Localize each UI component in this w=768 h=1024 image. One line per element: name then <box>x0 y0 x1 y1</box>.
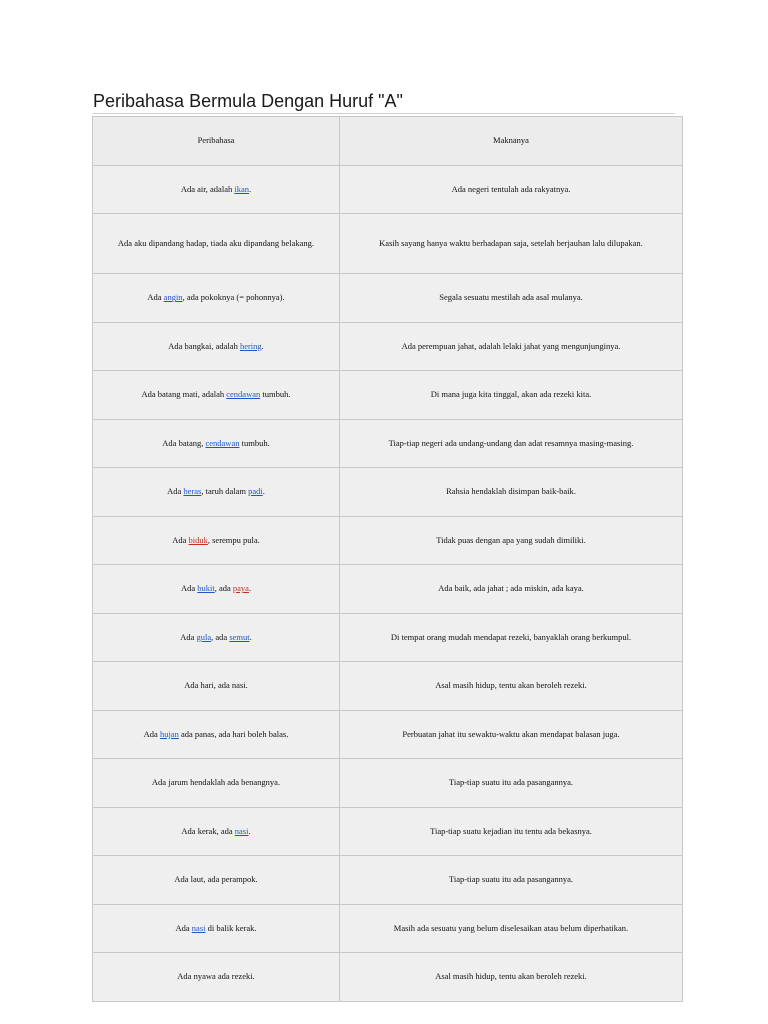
proverb-text: Ada laut, ada perampok. <box>174 874 258 885</box>
title-divider <box>93 113 675 114</box>
proverb-text: Ada batang mati, adalah <box>141 389 227 400</box>
table-row <box>93 613 683 662</box>
proverb-text: . <box>249 631 252 642</box>
table-row <box>93 419 683 468</box>
table-row <box>93 662 683 711</box>
proverb-text: Ada air, adalah <box>180 183 235 194</box>
word-link[interactable]: bukit <box>197 583 215 594</box>
maknanya-cell: Tiap-tiap suatu kejadian itu tentu ada bekasnya. <box>340 807 683 856</box>
peribahasa-cell <box>93 468 340 517</box>
peribahasa-cell <box>93 662 340 711</box>
word-link[interactable]: paya <box>232 583 249 594</box>
header-peribahasa: Peribahasa <box>93 117 340 166</box>
proverb-text: Ada <box>147 292 164 303</box>
table-row <box>93 214 683 274</box>
proverb-text: Ada <box>167 486 184 497</box>
proverb-text: . <box>248 183 252 194</box>
proverb-text: . <box>262 486 265 497</box>
proverb-text: Ada bangkai, adalah <box>168 340 240 351</box>
word-link[interactable]: gula <box>196 631 212 642</box>
proverb-table <box>92 116 683 1002</box>
proverb-text: . <box>248 825 251 836</box>
word-link[interactable]: nasi <box>234 825 249 836</box>
proverb-text: di balik kerak. <box>205 922 257 933</box>
maknanya-cell: Di tempat orang mudah mendapat rezeki, banyaklah orang berkumpul. <box>340 613 683 662</box>
proverb-text: , ada <box>214 583 233 594</box>
peribahasa-cell <box>93 856 340 905</box>
proverb-text: ada panas, ada hari boleh balas. <box>178 728 289 739</box>
word-link[interactable]: hering <box>239 340 262 351</box>
maknanya-cell: Asal masih hidup, tentu akan beroleh rezeki. <box>340 662 683 711</box>
word-link[interactable]: angin <box>163 292 183 303</box>
word-link[interactable]: nasi <box>191 922 206 933</box>
maknanya-cell: Asal masih hidup, tentu akan beroleh rezeki. <box>340 953 683 1002</box>
table-row <box>93 371 683 420</box>
peribahasa-cell <box>93 371 340 420</box>
maknanya-cell: Tiap-tiap suatu itu ada pasangannya. <box>340 856 683 905</box>
peribahasa-cell <box>93 322 340 371</box>
maknanya-cell: Ada baik, ada jahat ; ada miskin, ada kaya. <box>340 565 683 614</box>
peribahasa-cell <box>93 274 340 323</box>
word-link[interactable]: ikan <box>234 183 249 194</box>
peribahasa-cell <box>93 613 340 662</box>
page-title: Peribahasa Bermula Dengan Huruf "A" <box>93 91 403 111</box>
proverb-text: Ada <box>180 631 197 642</box>
table-row <box>93 856 683 905</box>
table-row <box>93 322 683 371</box>
maknanya-cell: Segala sesuatu mestilah ada asal mulanya. <box>340 274 683 323</box>
peribahasa-cell <box>93 904 340 953</box>
peribahasa-cell <box>93 710 340 759</box>
table-row <box>93 565 683 614</box>
word-link[interactable]: cendawan <box>226 389 261 400</box>
word-link[interactable]: semut <box>229 631 250 642</box>
peribahasa-cell <box>93 516 340 565</box>
proverb-text: Ada <box>180 583 198 594</box>
table-row <box>93 904 683 953</box>
proverb-text: Ada <box>175 922 192 933</box>
proverb-text: Ada jarum hendaklah ada benangnya. <box>151 777 281 788</box>
proverb-text: Ada kerak, ada <box>181 825 235 836</box>
word-link[interactable]: padi <box>248 486 263 497</box>
maknanya-cell: Kasih sayang hanya waktu berhadapan saja, setelah berjauhan lalu dilupakan. <box>340 214 683 274</box>
maknanya-cell: Tidak puas dengan apa yang sudah dimiliki. <box>340 516 683 565</box>
table-row <box>93 807 683 856</box>
peribahasa-cell <box>93 759 340 808</box>
peribahasa-cell <box>93 807 340 856</box>
table-header-row <box>93 117 683 166</box>
proverb-text: , taruh dalam <box>201 486 249 497</box>
table-row <box>93 759 683 808</box>
word-link[interactable]: cendawan <box>205 437 240 448</box>
maknanya-cell: Ada perempuan jahat, adalah lelaki jahat yang mengunjunginya. <box>340 322 683 371</box>
table-row <box>93 710 683 759</box>
table-row <box>93 953 683 1002</box>
table-row <box>93 468 683 517</box>
proverb-text: Ada aku dipandang hadap, tiada aku dipandang belakang. <box>117 238 315 248</box>
maknanya-cell: Ada negeri tentulah ada rakyatnya. <box>340 165 683 214</box>
word-link[interactable]: hujan <box>159 728 179 739</box>
proverb-text: , ada pokoknya (= pohonnya). <box>182 292 285 303</box>
maknanya-cell: Perbuatan jahat itu sewaktu-waktu akan mendapat balasan juga. <box>340 710 683 759</box>
header-maknanya: Maknanya <box>340 117 683 166</box>
proverb-text: Ada hari, ada nasi. <box>184 680 248 691</box>
maknanya-cell: Di mana juga kita tinggal, akan ada rezeki kita. <box>340 371 683 420</box>
peribahasa-cell <box>93 953 340 1002</box>
peribahasa-cell <box>93 565 340 614</box>
maknanya-cell: Tiap-tiap suatu itu ada pasangannya. <box>340 759 683 808</box>
proverb-text: . <box>261 340 264 351</box>
proverb-text: . <box>248 583 252 594</box>
proverb-text: , ada <box>211 631 230 642</box>
table-row <box>93 165 683 214</box>
maknanya-cell: Tiap-tiap negeri ada undang-undang dan adat resamnya masing-masing. <box>340 419 683 468</box>
peribahasa-cell <box>93 419 340 468</box>
proverb-text: , serempu pula. <box>207 534 260 545</box>
proverb-text: Ada <box>172 534 189 545</box>
table-row <box>93 274 683 323</box>
proverb-text: tumbuh. <box>239 437 270 448</box>
proverb-text: Ada <box>143 728 160 739</box>
peribahasa-cell <box>93 214 340 274</box>
proverb-text: Ada nyawa ada rezeki. <box>177 971 255 982</box>
proverb-text: tumbuh. <box>260 389 291 400</box>
peribahasa-cell <box>93 165 340 214</box>
table-row <box>93 516 683 565</box>
maknanya-cell: Masih ada sesuatu yang belum diselesaikan atau belum diperhatikan. <box>340 904 683 953</box>
table-body <box>93 165 683 1001</box>
maknanya-cell: Rahsia hendaklah disimpan baik-baik. <box>340 468 683 517</box>
word-link[interactable]: beras <box>183 486 202 497</box>
proverb-text: Ada batang, <box>162 437 206 448</box>
word-link[interactable]: biduk <box>188 534 208 545</box>
